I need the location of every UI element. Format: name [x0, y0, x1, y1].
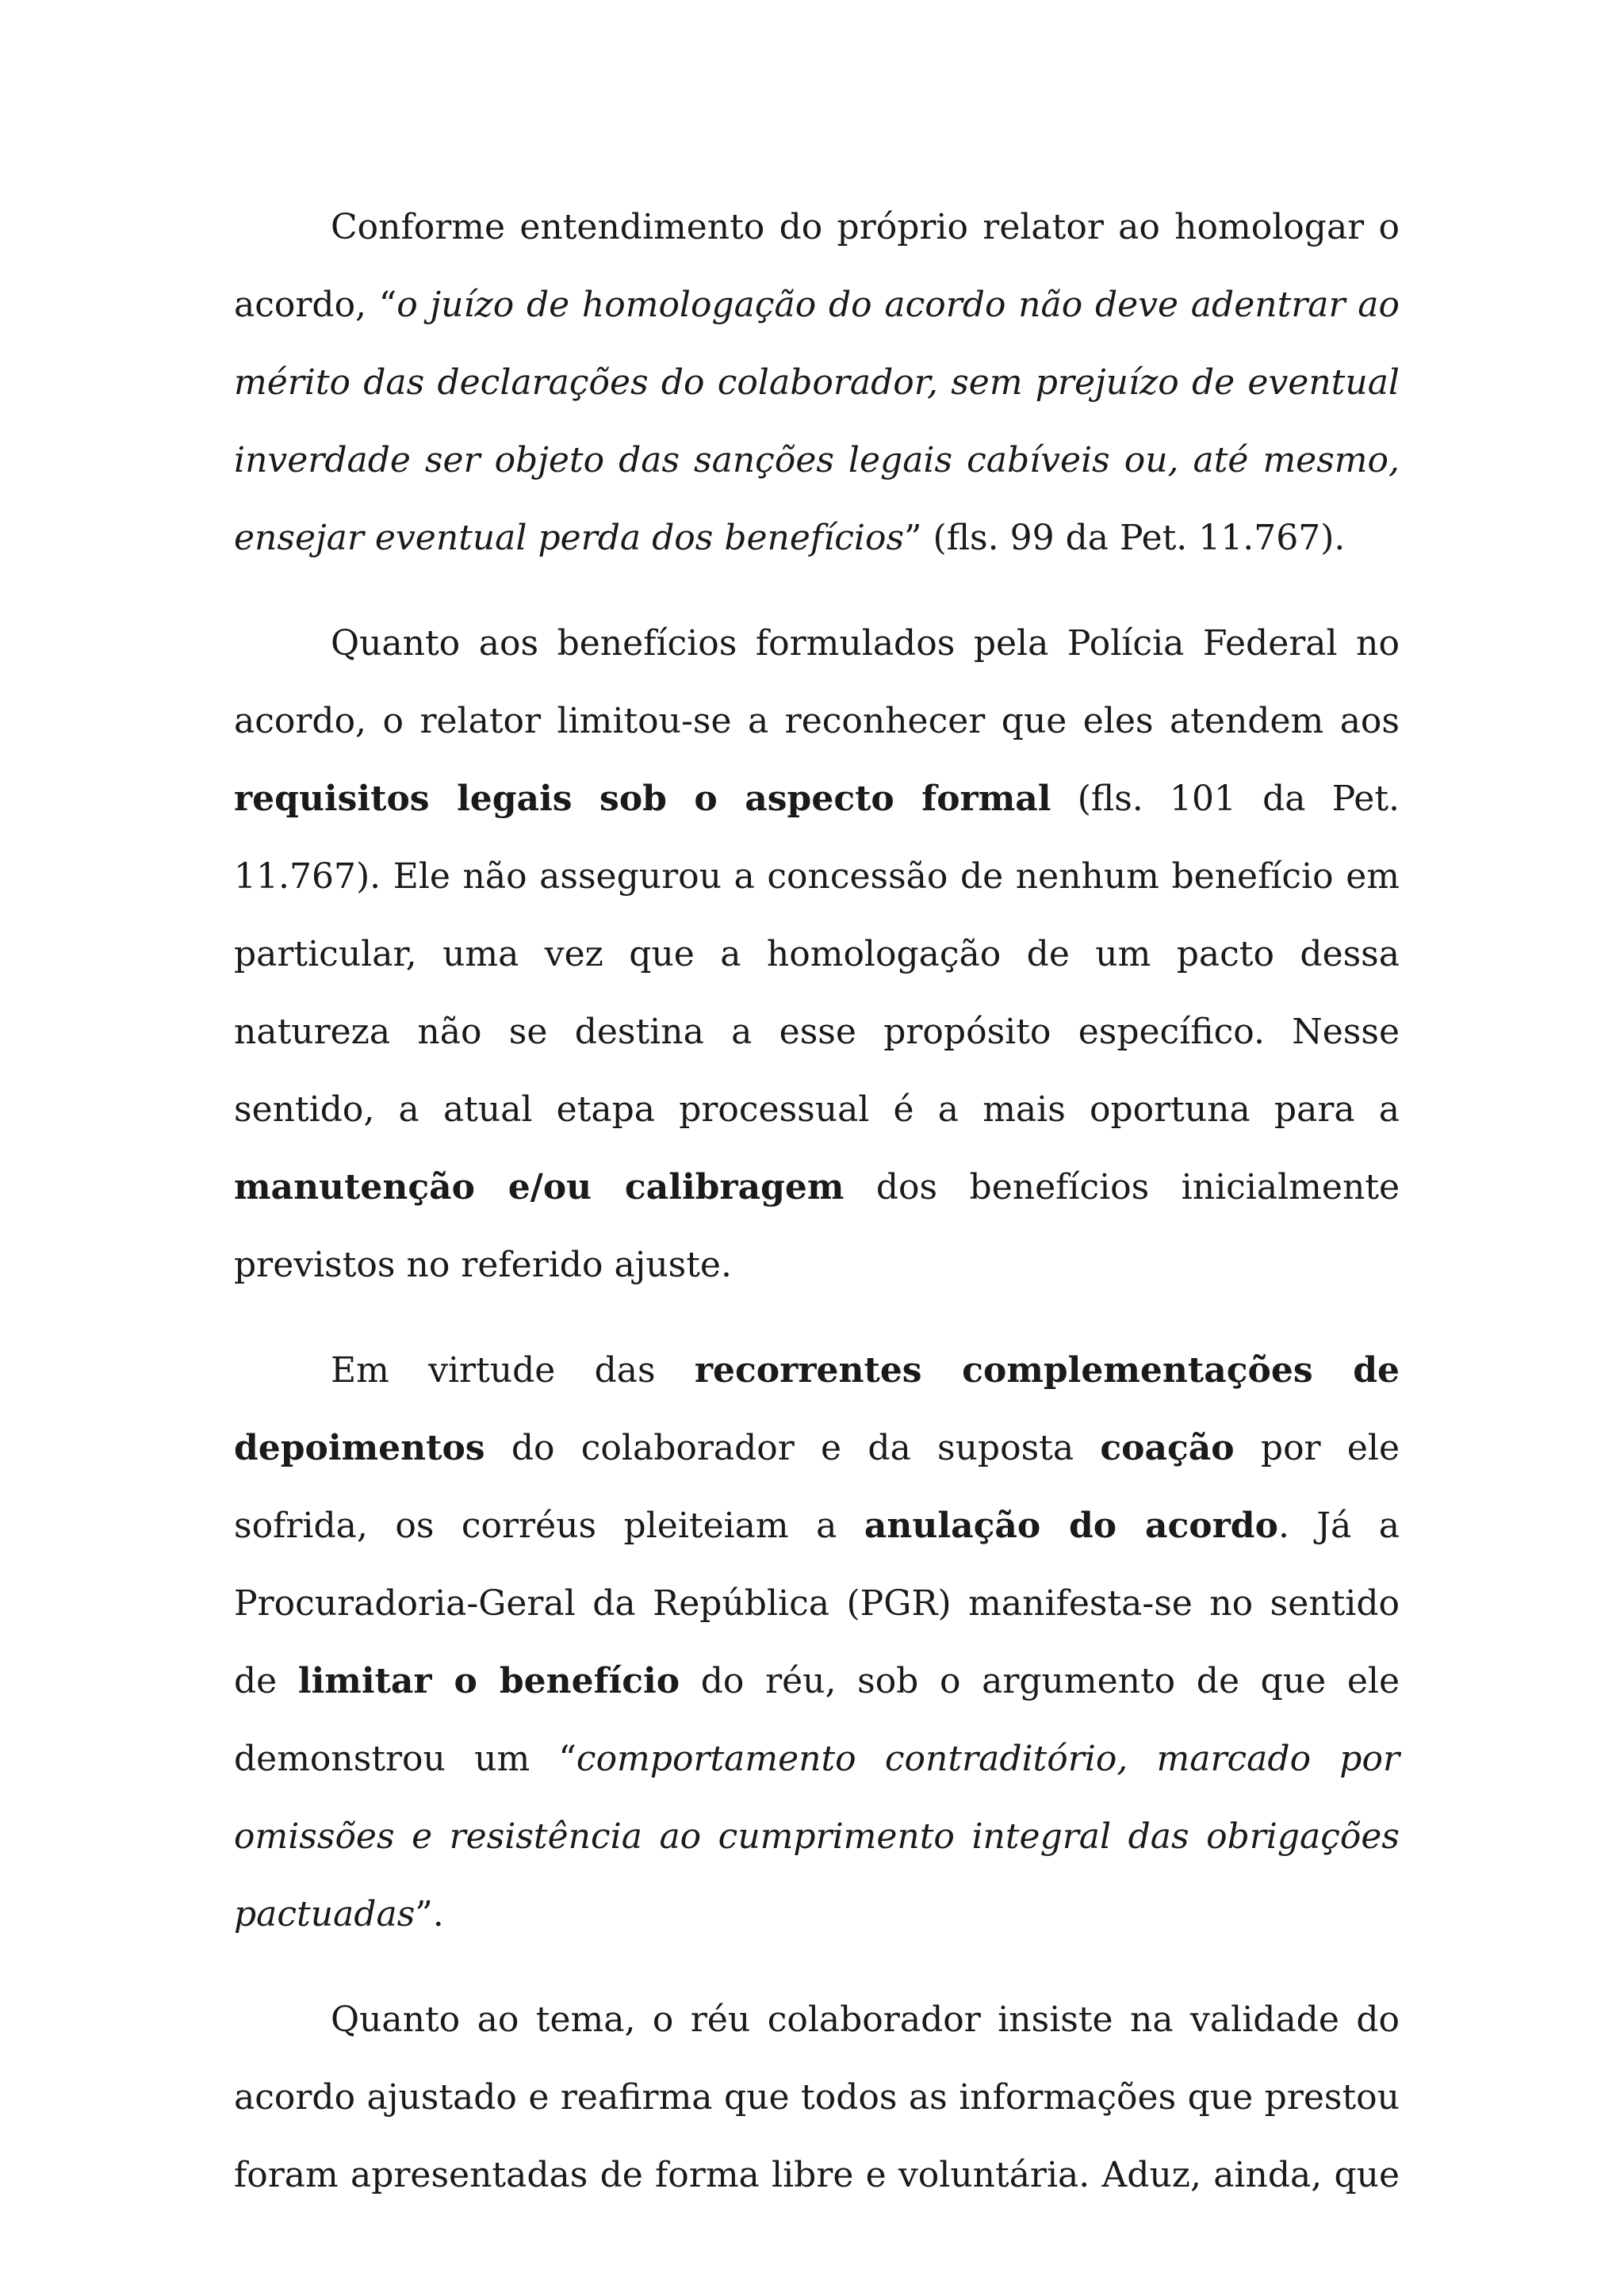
p4-text-1: Quanto ao tema, o réu colaborador insiste na validade do acordo ajustado e reafirma que todos as informações que prestou foram apresentadas de forma libre e voluntária. Aduz, ainda, que — [234, 1999, 1400, 2195]
p2-text-1: Quanto aos benefícios formulados pela Polícia Federal no acordo, o relator limitou-se a reconhecer que eles atendem aos — [234, 623, 1400, 741]
p3-text-5: do réu, sob o argumento de que ele demonstrou um “ — [234, 1661, 1400, 1779]
p3-text-6: ”. — [415, 1894, 444, 1934]
p2-text-2: (fls. 101 da Pet. 11.767). Ele não assegurou a concessão de nenhum benefício em particular, uma vez que a homologação de um pacto dessa natureza não se destina a esse propósito específico. Nesse sentido, a atual etapa processual é a mais oportuna para a — [234, 779, 1400, 1130]
p1-text-2: ” (fls. 99 da Pet. 11.767). — [904, 518, 1346, 558]
p3-text-1: Em virtude das — [331, 1350, 695, 1391]
p3-emphasis-2: coação — [1100, 1428, 1235, 1468]
p2-text-3: dos benefícios inicialmente previstos no referido ajuste. — [234, 1167, 1400, 1285]
paragraph-4 — [234, 1981, 1400, 2214]
p3-emphasis-3: anulação do acordo — [864, 1506, 1278, 1546]
document-body — [234, 189, 1400, 2242]
p2-emphasis-2: manutenção e/ou calibragem — [234, 1167, 845, 1207]
p3-text-4: . Já a Procuradoria-Geral da República (PGR) manifesta-se no sentido de — [234, 1506, 1400, 1701]
paragraph-3 — [234, 1332, 1400, 1954]
paragraph-2 — [234, 605, 1400, 1304]
p3-emphasis-4: limitar o benefício — [297, 1661, 680, 1701]
p3-emphasis-1: recorrentes complementações de depoimentos — [234, 1350, 1400, 1468]
p1-quote: o juízo de homologação do acordo não deve adentrar ao mérito das declarações do colaborador, sem prejuízo de eventual inverdade ser objeto das sanções legais cabíveis ou, até mesmo, ensejar eventual perda dos benefícios — [234, 285, 1400, 558]
p2-emphasis-1: requisitos legais sob o aspecto formal — [234, 779, 1051, 819]
p3-text-3: por ele sofrida, os corréus pleiteiam a — [234, 1428, 1400, 1546]
p3-quote: comportamento contraditório, marcado por omissões e resistência ao cumprimento integral das obrigações pactuadas — [234, 1739, 1400, 1934]
p1-text-1: Conforme entendimento do próprio relator ao homologar o acordo, “ — [234, 207, 1400, 325]
paragraph-1 — [234, 189, 1400, 577]
p3-text-2: do colaborador e da suposta — [485, 1428, 1101, 1468]
